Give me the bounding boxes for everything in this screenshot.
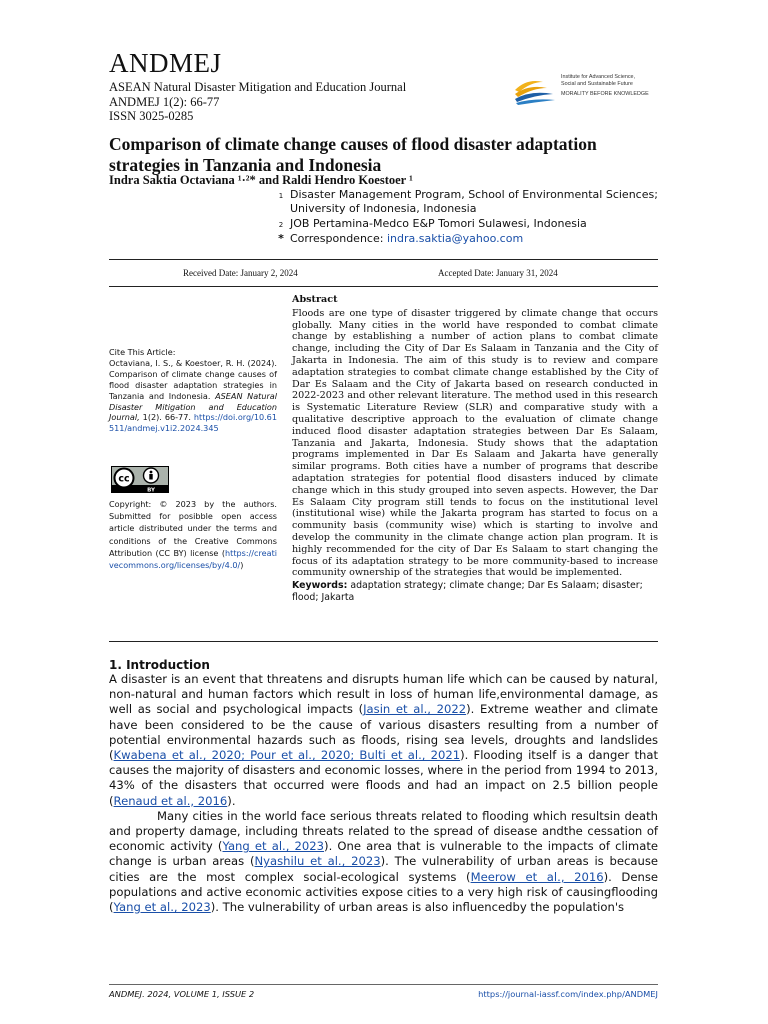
citation-link[interactable]: Nyashilu et al., 2023: [254, 854, 381, 869]
affiliation-1: [272, 188, 672, 217]
authors: Indra Saktia Octaviana ¹·²* and Raldi Hendro Koestoer ¹: [109, 173, 413, 187]
correspondence: [272, 232, 672, 246]
affiliations: [272, 188, 672, 246]
publisher-logo: [513, 74, 663, 108]
wave-logo-icon: [513, 76, 557, 106]
citation-volume: 1(2). 66-77.: [139, 412, 191, 423]
affiliation-mark: *: [278, 231, 284, 245]
accepted-date: Accepted Date: January 31, 2024: [438, 268, 558, 278]
journal-name: ANDMEJ: [109, 48, 222, 78]
copyright-text: Copyright: © 2023 by the authors. Submitted for posibble open access article distributed under the terms and conditions of the Creative Commons Attribution (CC BY) license (: [109, 499, 277, 558]
citation-journal: ASEAN Natural Disaster Mitigation and Education Journal,: [109, 390, 278, 423]
citation-link[interactable]: Renaud et al., 2016: [113, 793, 228, 808]
journal-meta: [109, 80, 406, 124]
introduction-body: [109, 672, 658, 915]
citation-block: [109, 347, 277, 434]
affiliation-2: [272, 217, 672, 232]
doi-link[interactable]: https://doi.org/10.61511/andmej.v1i2.2024.345: [109, 412, 277, 434]
citation-link[interactable]: Yang et al., 2023: [222, 839, 325, 854]
affiliation-text: Disaster Management Program, School of Environmental Sciences; University of Indonesia, Indonesia: [290, 188, 658, 216]
paragraph: A disaster is an event that threatens and disrupts human life which can be caused by natural, non-natural and human factors which result in loss of human life,environmental damage, as well as social and psychological impacts (Jasin et al., 2022). Extreme weather and climate have been considered to be the cause of various disasters resulting from a number of potential environmental hazards such as floods, rising sea levels, droughts and landslides (Kwabena et al., 2020; Pour et al., 2020; Bulti et al., 2021). Flooding itself is a danger that causes the majority of disasters and economic losses, where in the period from 1994 to 2013, 43% of the disasters that occurred were floods and had an impact on 2.5 billion people (Renaud et al., 2016).: [109, 672, 658, 808]
keywords-label: Keywords:: [292, 580, 348, 592]
citation-link[interactable]: Yang et al., 2023: [113, 900, 211, 915]
paragraph: Many cities in the world face serious threats related to flooding which resultsin death and property damage, including threats related to the spread of disease andthe cessation of economic activity (Yang et al., 2023). One area that is vulnerable to the impacts of climate change is urban areas (Nyashilu et al., 2023). The vulnerability of urban areas is because cities are the most complex social-ecological systems (Meerow et al., 2016). Dense populations and active economic activities expose cities to a very high risk of causingflooding (Yang et al., 2023). The vulnerability of urban areas is also influencedby the population's: [109, 808, 659, 915]
svg-text:cc: cc: [118, 473, 130, 485]
logo-line: Social and Sustainable Future: [561, 81, 633, 87]
paper-title: Comparison of climate change causes of flood disaster adaptation strategies in Tanzania and Indonesia: [109, 134, 597, 175]
section-heading: 1. Introduction: [109, 658, 210, 672]
keywords: [292, 580, 658, 604]
correspondence-label: Correspondence:: [290, 231, 387, 245]
cc-by-label: BY: [147, 487, 155, 493]
copyright-block: Copyright: © 2023 by the authors. Submitted for posibble open access article distributed under the terms and conditions of the Creative Commons Attribution (CC BY) license (https://creativecommons.org/licenses/by/4.0/): [109, 499, 277, 571]
correspondence-email-link[interactable]: indra.saktia@yahoo.com: [386, 231, 524, 245]
citation-link[interactable]: Kwabena et al., 2020; Pour et al., 2020; Bulti et al., 2021: [113, 748, 461, 763]
divider: [109, 286, 658, 287]
abstract: [292, 294, 658, 604]
affiliation-text: JOB Pertamina-Medco E&P Tomori Sulawesi, Indonesia: [290, 216, 587, 230]
footer-journal-info: ANDMEJ. 2024, VOLUME 1, ISSUE 2: [109, 989, 255, 999]
logo-text: [561, 74, 649, 98]
citation-text: Octaviana, I. S., & Koestoer, R. H. (2024). Comparison of climate change causes of flood disaster adaptation strategies in Tanzania and Indonesia.: [109, 357, 277, 401]
journal-full-name: ASEAN Natural Disaster Mitigation and Education Journal: [109, 80, 407, 94]
logo-line: Institute for Advanced Science,: [561, 74, 636, 80]
divider: [109, 259, 658, 260]
license-link[interactable]: https://creativecommons.org/licenses/by/4.0/: [109, 547, 277, 571]
abstract-heading: Abstract: [292, 294, 338, 305]
citation-link[interactable]: Meerow et al., 2016: [470, 869, 604, 884]
divider: [109, 641, 658, 642]
received-date: Received Date: January 2, 2024: [183, 268, 298, 278]
affiliation-mark: 1: [278, 192, 284, 200]
affiliation-mark: 2: [278, 220, 284, 229]
journal-volume: ANDMEJ 1(2): 66-77: [109, 94, 220, 109]
citation-heading: Cite This Article:: [109, 347, 176, 357]
citation-link[interactable]: Jasin et al., 2022: [363, 702, 467, 717]
journal-issn: ISSN 3025-0285: [109, 109, 194, 123]
cc-license-icon: [111, 466, 169, 493]
logo-line: MORALITY BEFORE KNOWLEDGE: [561, 91, 649, 97]
abstract-text: Floods are one type of disaster triggered by climate change that occurs globally. Many cities in the world have responded to combat climate change by establishing a number of action plans to combat climate change, including the City of Dar Es Salaam in Tanzania and the City of Jakarta in Indonesia. The aim of this study is to review and compare adaptation strategies to combat climate change established by the City of Dar Es Salaam and the City of Jakarta based on research conducted in 2022-2023 and other relevant literature. The method used in this research is Systematic Literature Review (SLR) and comparative study with a qualitative descriptive approach to the evaluation of climate change induced flood disaster adaptation strategies between Dar Es Salaam, Tanzania and Jakarta, Indonesia. Study shows that the adaptation programs implemented in Dar Es Salaam and Jakarta have generally similar programs. Both cities have a number of programs that describe adaptation strategies for potential flood disasters induced by climate change which in this study grouped into seven aspects. However, the Dar Es Salaam City program still tends to focus on the institutional level (institutional wise) while the Jakarta program has started to focus on a community basis (community wise) which is starting to involve and develop the community in the climate change action plan program. It is highly recommended for the city of Dar Es Salaam to start changing the focus of its adaptation strategy to be more community-based to increase community ownership of the strategies that would be implemented.: [292, 307, 658, 579]
cc-by-badge: [111, 466, 169, 493]
footer-url-link[interactable]: https://journal-iassf.com/index.php/ANDMEJ: [478, 989, 658, 999]
footer-divider: [109, 984, 658, 985]
keywords-list: adaptation strategy; climate change; Dar Es Salaam; disaster; flood; Jakarta: [292, 580, 643, 604]
